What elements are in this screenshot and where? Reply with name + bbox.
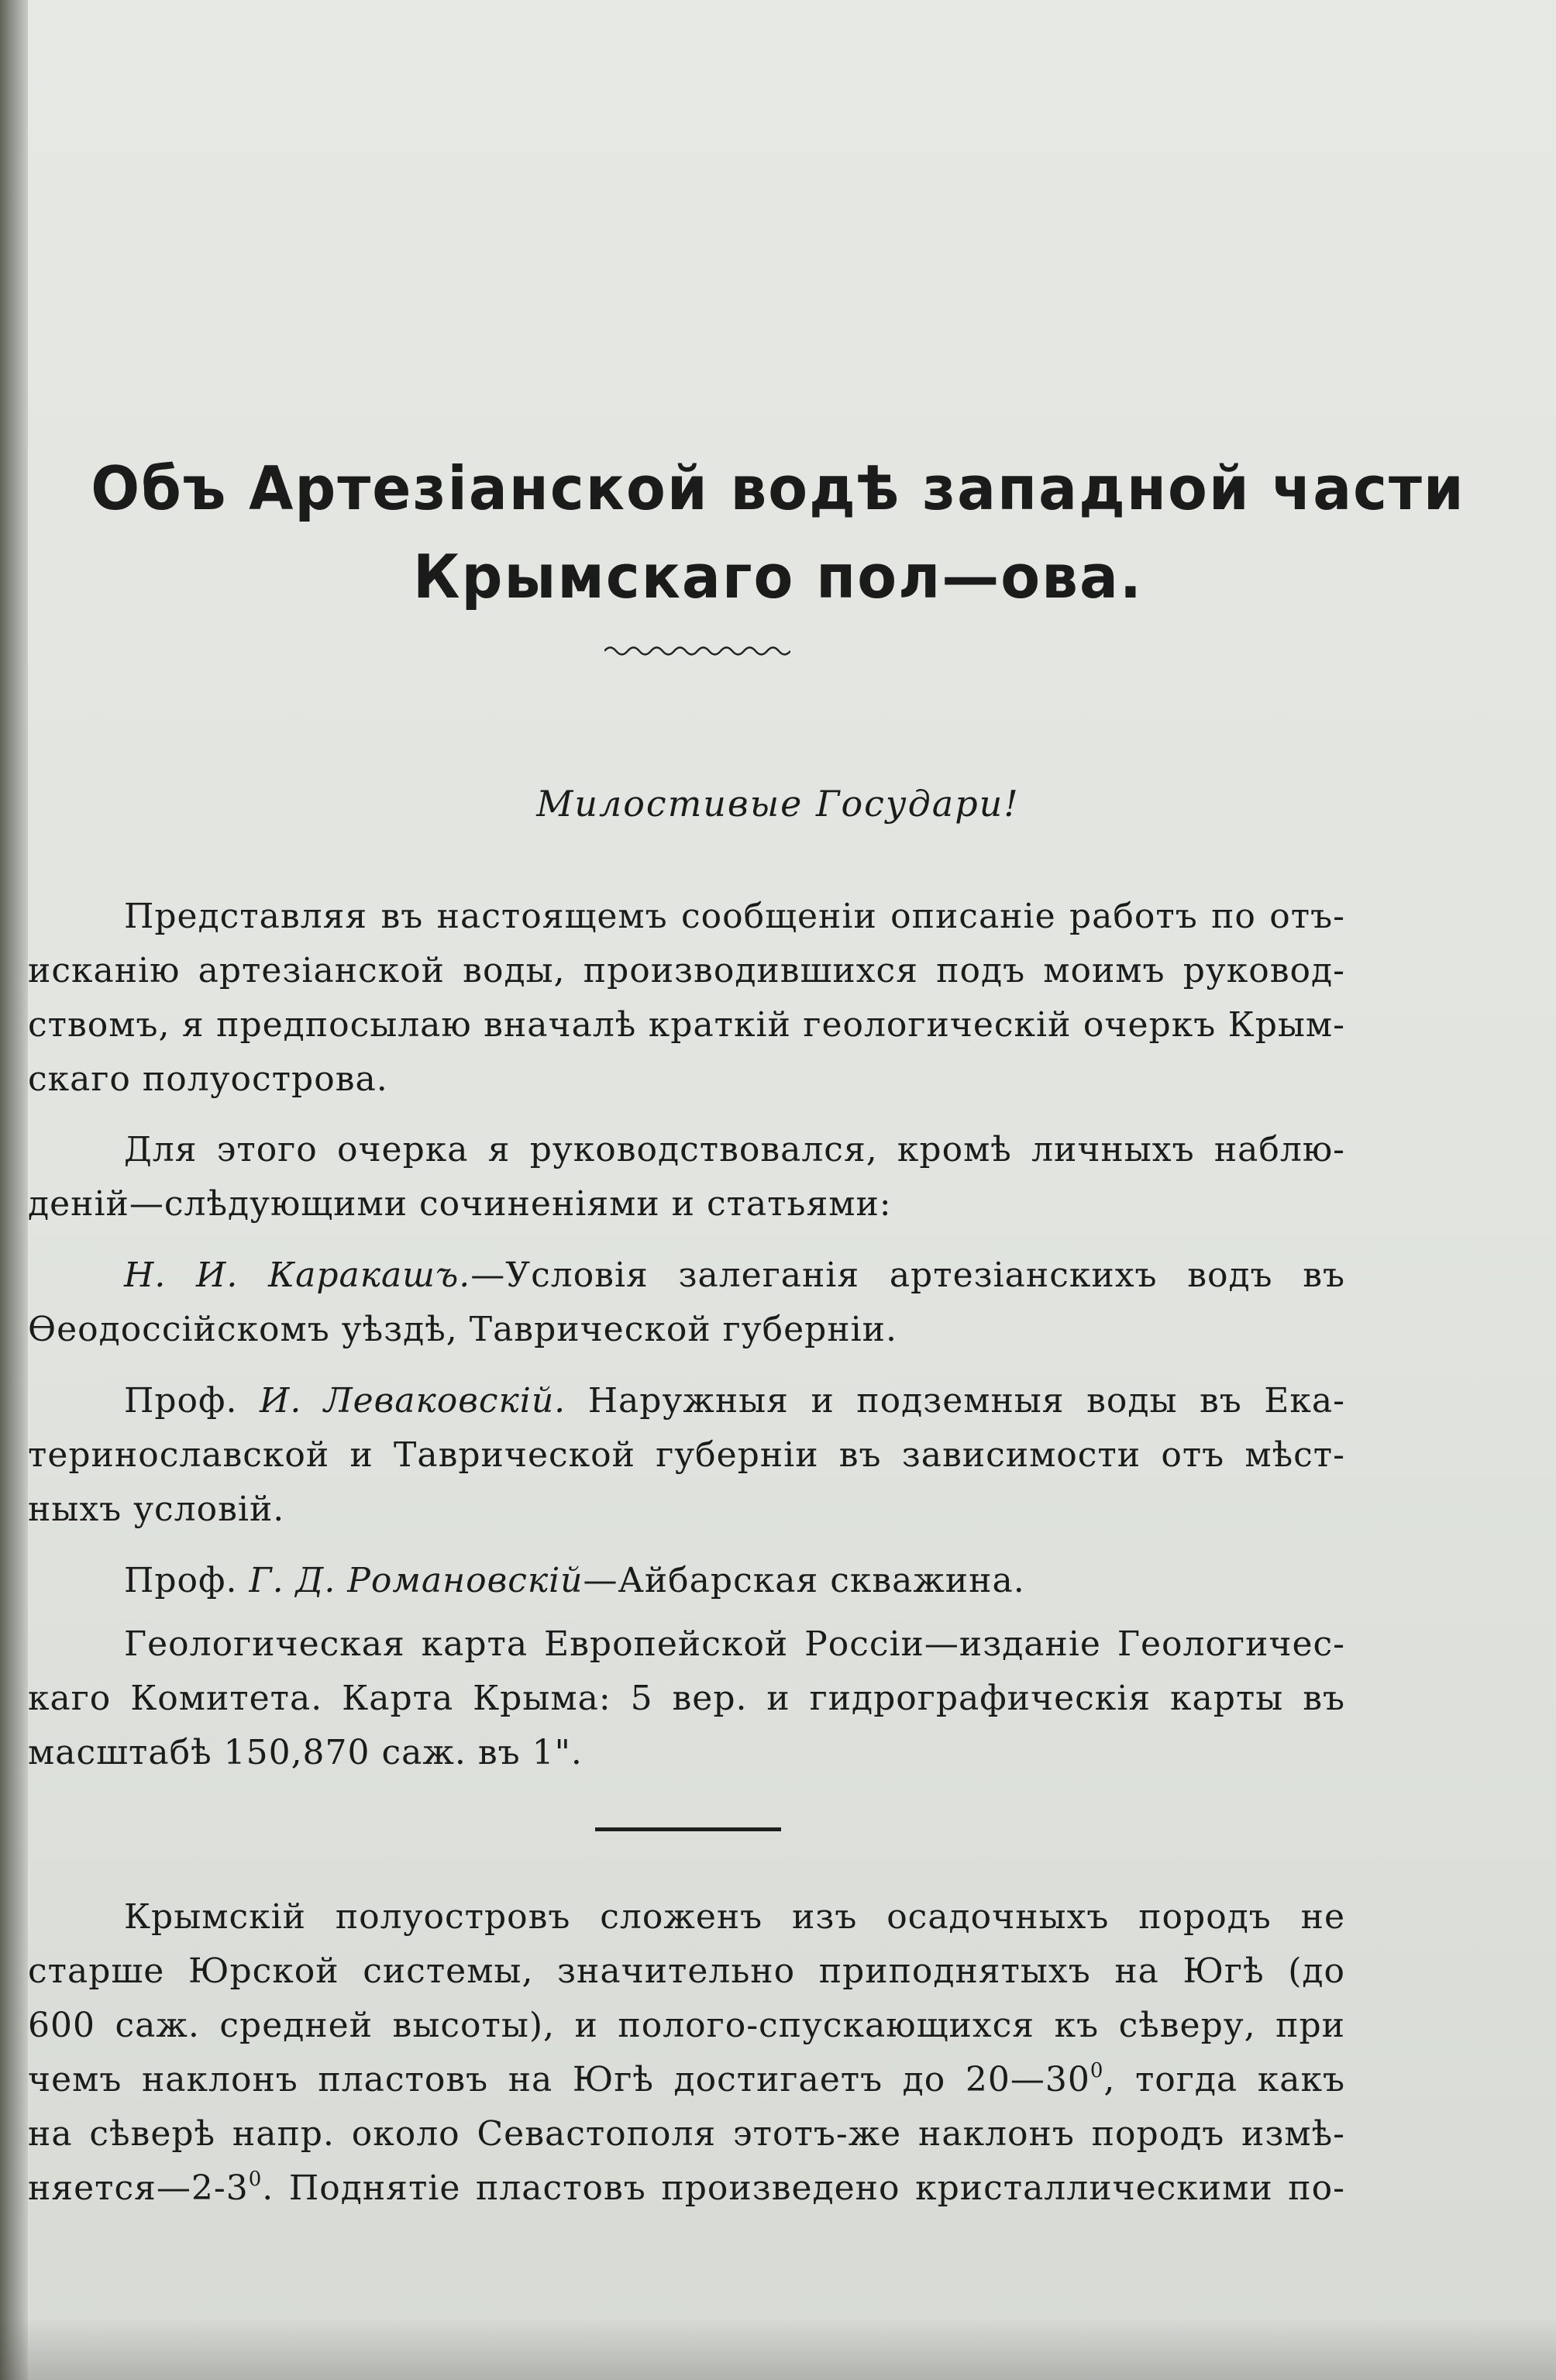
text-line: Ѳеодоссійскомъ уѣздѣ, Таврической губерніи. xyxy=(28,1310,897,1349)
text-line: Крымскій полуостровъ сложенъ изъ осадочныхъ породъ не xyxy=(124,1897,1345,1937)
reference-title: Наружныя и подземныя воды въ Ека- xyxy=(587,1381,1345,1421)
text-line: каго Комитета. Карта Крыма: 5 вер. и гидрографическія карты въ xyxy=(28,1679,1345,1718)
reference-author: И. Леваковскій. xyxy=(259,1381,566,1421)
reference-title: —Условія залеганія артезіанскихъ водъ въ xyxy=(470,1255,1346,1295)
text-line: 600 саж. средней высоты), и полого-спускающихся къ сѣверу, при xyxy=(28,2006,1345,2045)
text-line: деній—слѣдующими сочиненіями и статьями: xyxy=(28,1184,892,1224)
text-line: ствомъ, я предпосылаю вначалѣ краткій геологическій очеркъ Крым- xyxy=(28,1005,1345,1045)
text-line: теринославской и Таврической губерніи въ зависимости отъ мѣст- xyxy=(28,1435,1345,1475)
text-fragment: Поднятіе пластовъ произведено кристаллическими по- xyxy=(288,2168,1345,2208)
reference-title: —Айбарская скважина. xyxy=(583,1561,1025,1600)
text-fragment: , тогда какъ xyxy=(1103,2060,1345,2099)
text-line: скаго полуострова. xyxy=(28,1059,388,1099)
salutation: Милостивые Государи! xyxy=(536,783,1020,825)
text-line: старше Юрской системы, значительно приподнятыхъ на Югѣ (до xyxy=(28,1951,1345,1991)
section-divider xyxy=(595,1827,781,1831)
text-line: ныхъ условій. xyxy=(28,1490,285,1529)
reference-karakash xyxy=(124,1255,1345,1295)
text-line: Для этого очерка я руководствовался, кромѣ личныхъ наблю- xyxy=(124,1130,1345,1169)
text-line: на сѣверѣ напр. около Севастополя этотъ-же наклонъ породъ измѣ- xyxy=(28,2114,1345,2154)
wavy-divider xyxy=(604,643,790,659)
reference-author: Г. Д. Романовскій xyxy=(249,1561,584,1600)
reference-author: Н. И. Каракашъ. xyxy=(124,1255,471,1295)
reference-prefix: Проф. xyxy=(124,1561,238,1600)
reference-prefix: Проф. xyxy=(124,1381,238,1421)
page-edge-shadow xyxy=(0,0,28,2380)
page-bottom-shadow xyxy=(0,2317,1556,2380)
text-line: масштабѣ 150,870 саж. въ 1". xyxy=(28,1733,583,1772)
degree-mark: 0 xyxy=(248,2168,263,2191)
reference-levakovsky xyxy=(124,1381,1345,1421)
text-line-with-degree xyxy=(28,2060,1345,2099)
title-line-1: Объ Артезіанской водѣ западной части xyxy=(91,453,1465,525)
text-line: Геологическая карта Европейской Россіи—изданіе Геологичес- xyxy=(124,1624,1345,1664)
text-fragment: няется—2-3 xyxy=(28,2168,249,2208)
text-line: исканію артезіанской воды, производившихся подъ моимъ руковод- xyxy=(28,951,1345,990)
text-line: Представляя въ настоящемъ сообщеніи описаніе работъ по отъ- xyxy=(124,897,1345,936)
text-fragment: чемъ наклонъ пластовъ на Югѣ достигаетъ до 20—30 xyxy=(28,2060,1090,2099)
text-line-with-degree: $няется—2-3^0$. Поднятіе пластовъ произведено кристаллическими по- xyxy=(28,2168,1345,2208)
reference-romanovsky xyxy=(124,1561,1345,1600)
degree-mark: 0 xyxy=(1090,2059,1104,2082)
title-line-2: Крымскаго пол—ова. xyxy=(412,542,1144,613)
